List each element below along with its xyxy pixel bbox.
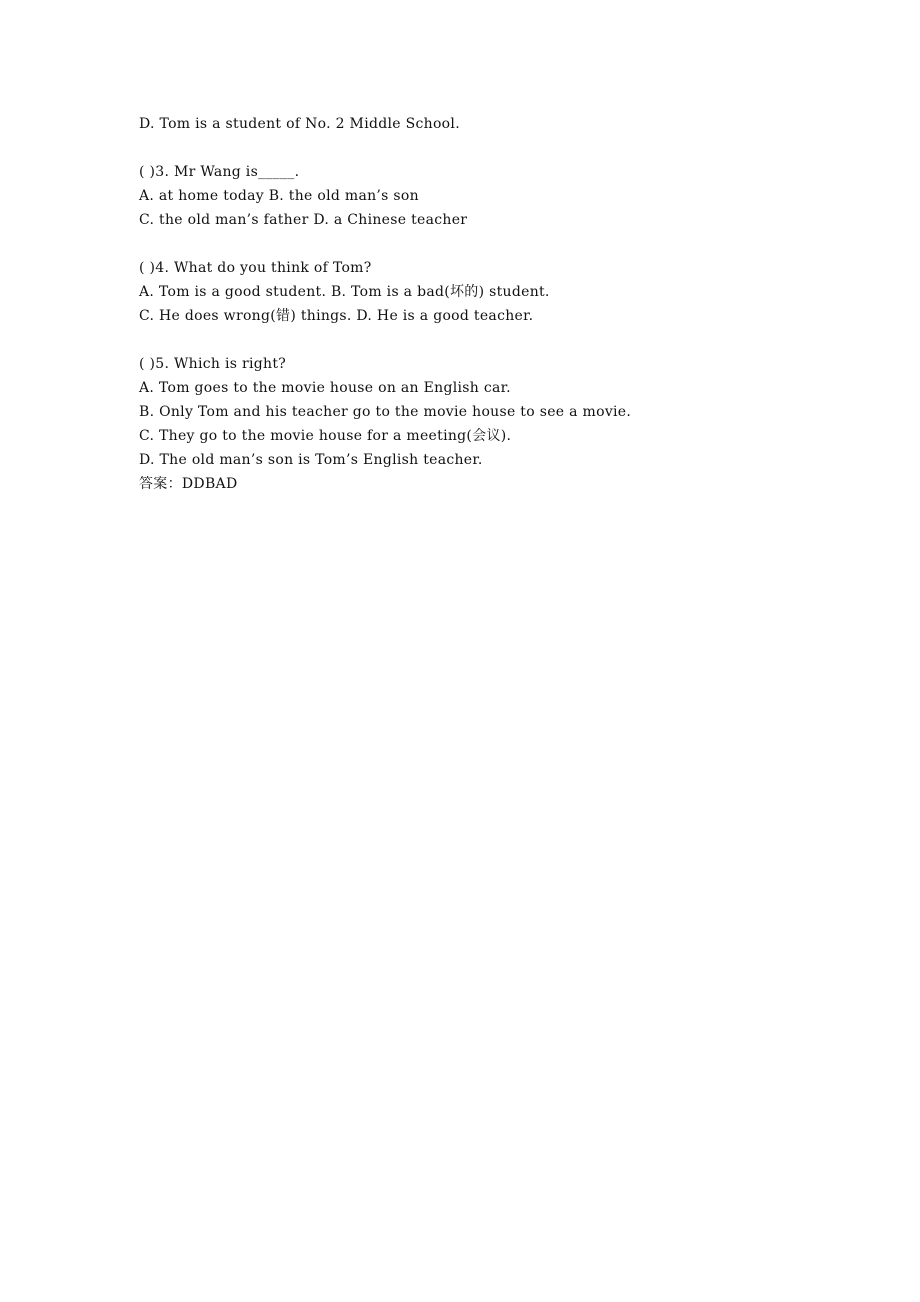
question5-option-a: A. Tom goes to the movie house on an English car.: [139, 380, 511, 396]
question5-option-b: B. Only Tom and his teacher go to the movie house to see a movie.: [139, 404, 632, 420]
question2-option-d: D. Tom is a student of No. 2 Middle School.: [139, 116, 460, 132]
document-content: [139, 112, 859, 496]
spacer: [139, 136, 859, 160]
question3-options-cd: C. the old man’s father D. a Chinese teacher: [139, 212, 468, 228]
question3-stem: ( )3. Mr Wang is_____.: [139, 164, 300, 180]
question5-stem: ( )5. Which is right?: [139, 356, 287, 372]
question3-options-ab: A. at home today B. the old man’s son: [139, 188, 419, 204]
spacer: [139, 328, 859, 352]
spacer: [139, 232, 859, 256]
question5-option-d: D. The old man’s son is Tom’s English teacher.: [139, 452, 483, 468]
answer-key: 答案：DDBAD: [139, 476, 238, 492]
question4-options-ab: A. Tom is a good student. B. Tom is a bad(坏的) student.: [139, 284, 550, 300]
question5-option-c: C. They go to the movie house for a meeting(会议).: [139, 428, 512, 444]
question4-stem: ( )4. What do you think of Tom?: [139, 260, 372, 276]
question4-options-cd: C. He does wrong(错) things. D. He is a good teacher.: [139, 308, 534, 324]
